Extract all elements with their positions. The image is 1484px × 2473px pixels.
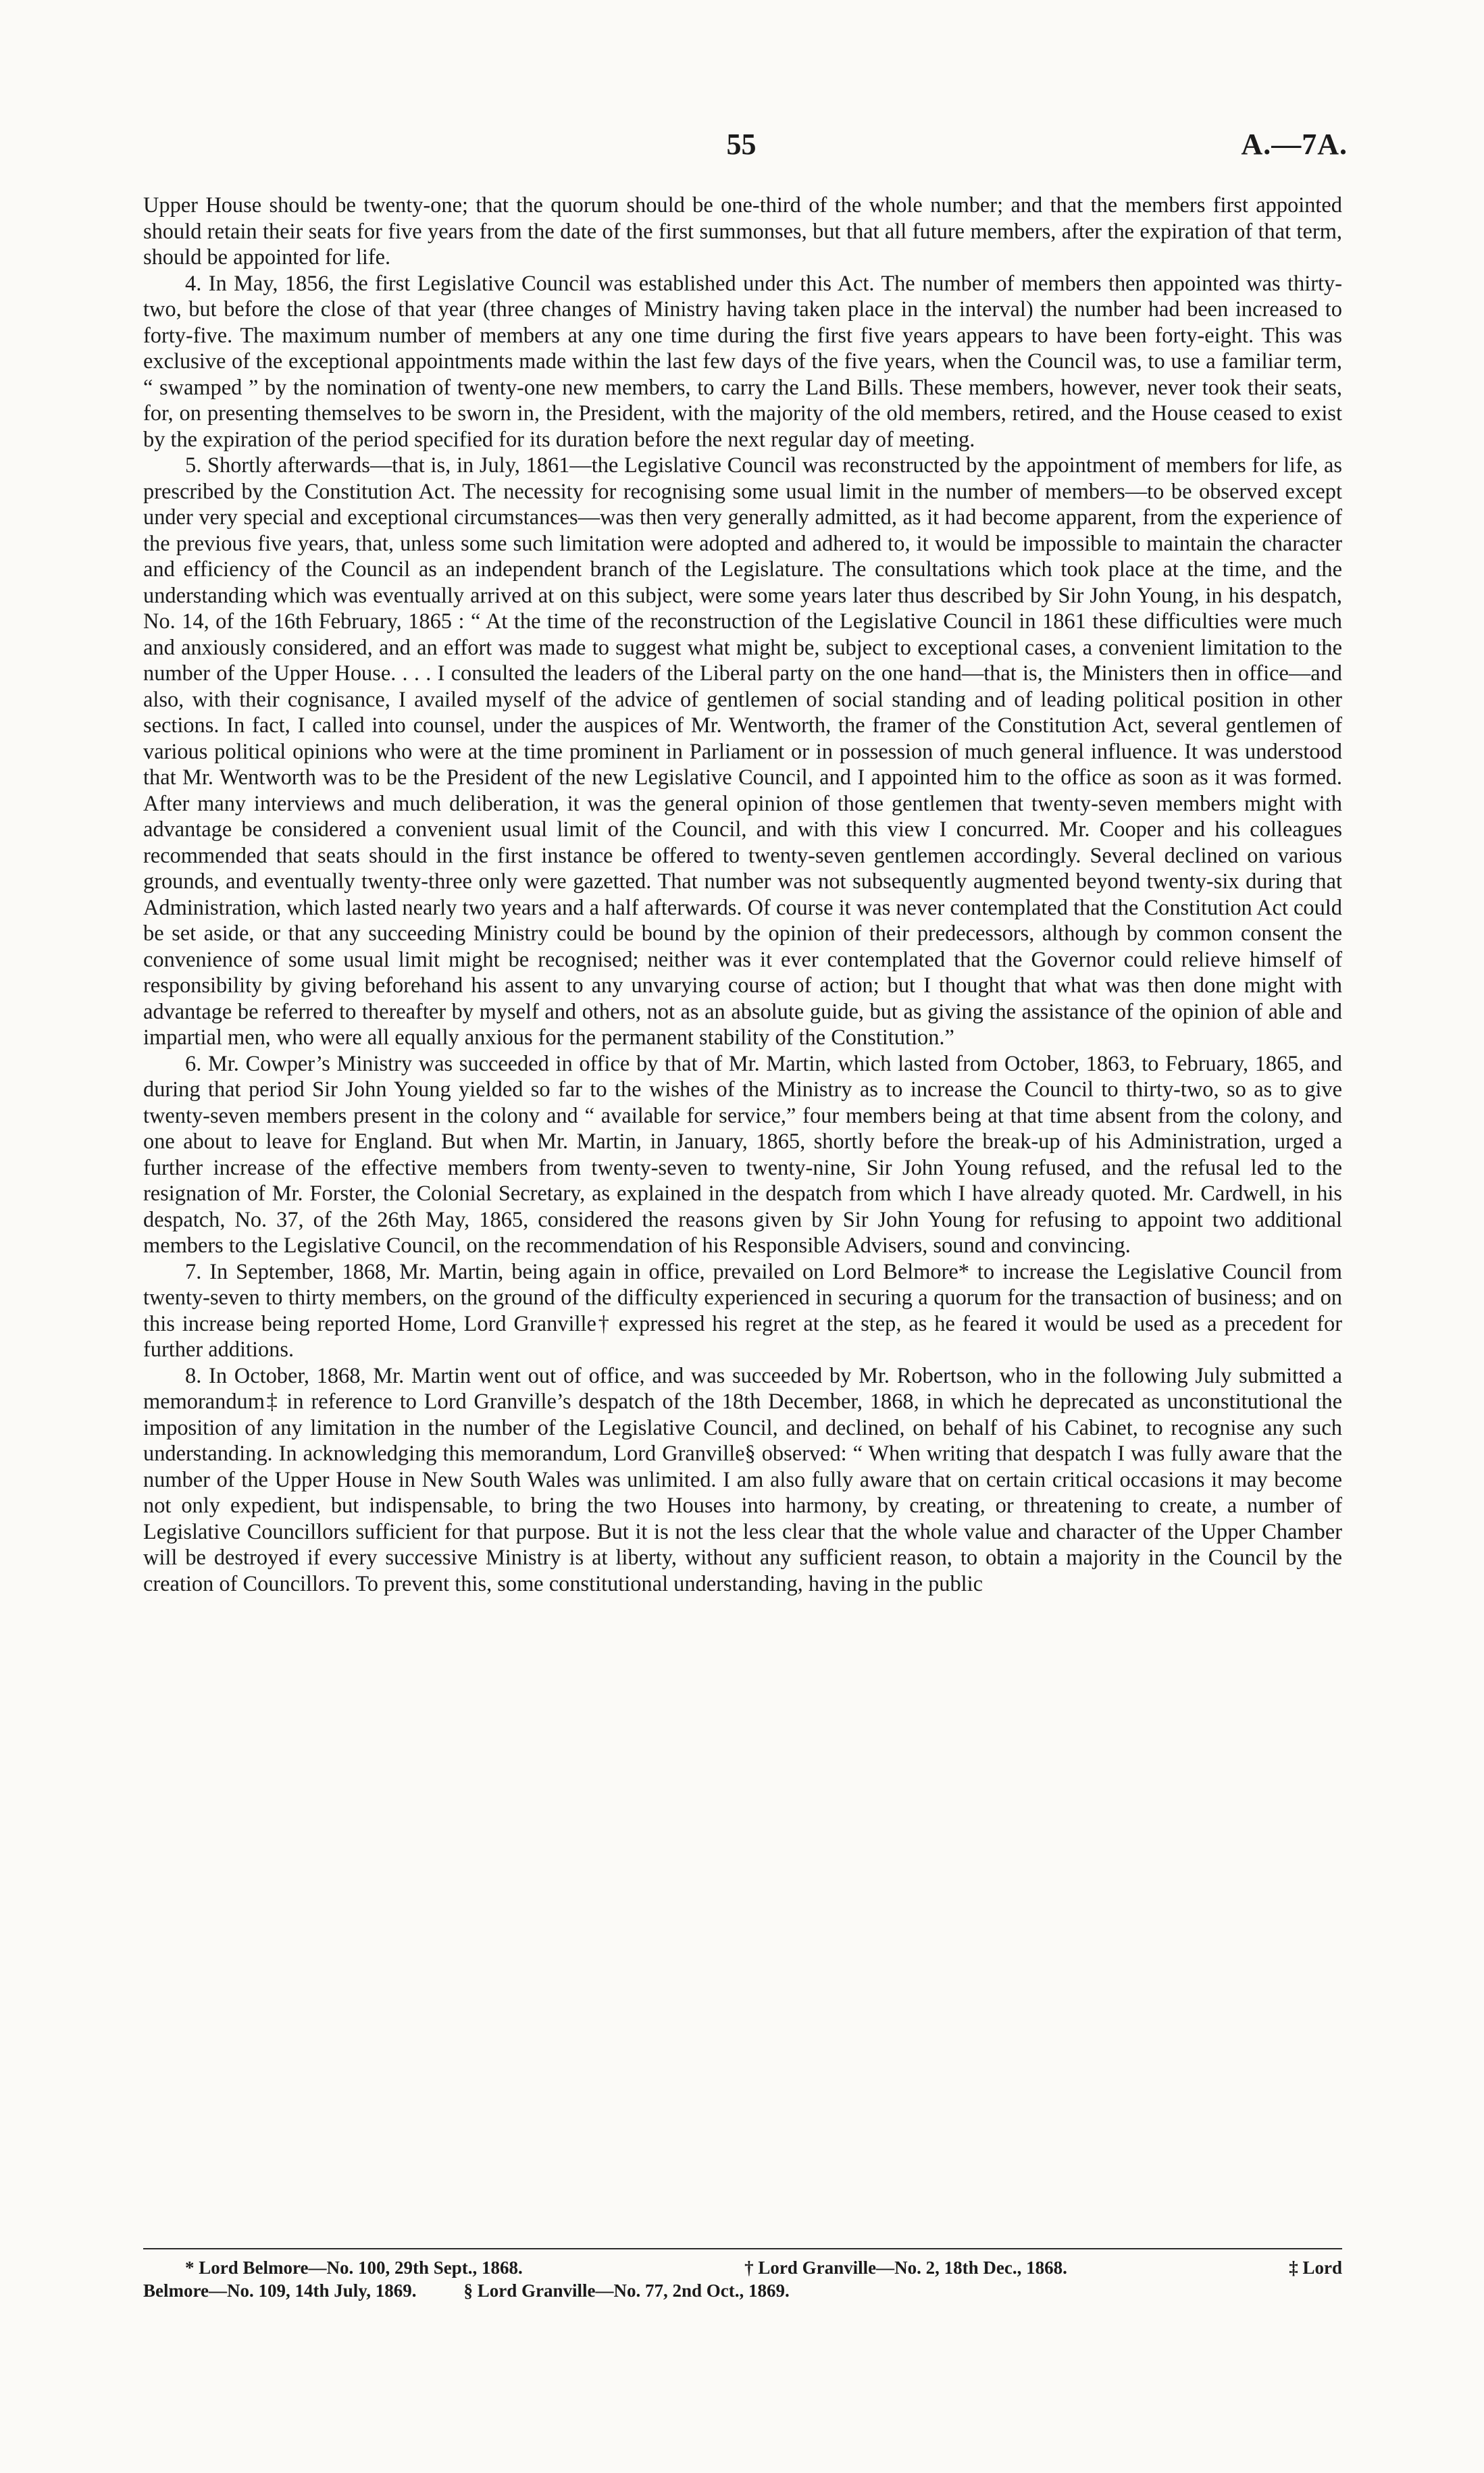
- paragraph-6: 6. Mr. Cowper’s Ministry was succeeded in office by that of Mr. Martin, which lasted from October, 1863, to February, 1865, and during that period Sir John Young yielded so far to the wishes of the Ministry as to increase the Council to thirty-two, so as to give twenty-seven members present in the colony and “ available for service,” four members being at that time absent from the colony, and one about to leave for England. But when Mr. Martin, in January, 1865, shortly before the break-up of his Administration, urged a further increase of the effective members from twenty-seven to twenty-nine, Sir John Young refused, and the refusal led to the resignation of Mr. Forster, the Colonial Secretary, as explained in the despatch from which I have already quoted. Mr. Cardwell, in his despatch, No. 37, of the 26th May, 1865, considered the reasons given by Sir John Young for refusing to appoint two additional members to the Legislative Council, on the recommendation of his Responsible Advisers, sound and convincing.: [143, 1051, 1342, 1258]
- paragraph-continuation: Upper House should be twenty-one; that the quorum should be one-third of the whole number; and that the members first appointed should retain their seats for five years from the date of the first summonses, but that all future members, after the expiration of that term, should be appointed for life.: [143, 193, 1342, 270]
- footnote-divider: [143, 2248, 1342, 2249]
- footnote-belmore-109-end: Belmore—No. 109, 14th July, 1869.: [143, 2280, 417, 2301]
- page-header: [135, 127, 1348, 168]
- paragraph-4: 4. In May, 1856, the first Legislative Council was established under this Act. The number of members then appointed was thirty-two, but before the close of that year (three changes of Ministry having taken place in the interval) the number had been increased to forty-five. The maximum number of members at any one time during the first five years appears to have been forty-eight. This was exclusive of the exceptional appointments made within the last few days of the five years, when the Council was, to use a familiar term, “ swamped ” by the nomination of twenty-one new members, to carry the Land Bills. These members, however, never took their seats, for, on presenting themselves to be sworn in, the President, with the majority of the old members, retired, and the House ceased to exist by the expiration of the period specified for its duration before the next regular day of meeting.: [143, 271, 1342, 452]
- paragraph-7: 7. In September, 1868, Mr. Martin, being again in office, prevailed on Lord Belmore* to increase the Legislative Council from twenty-seven to thirty members, on the ground of the difficulty experienced in securing a quorum for the transaction of business; and on this increase being reported Home, Lord Granville† expressed his regret at the step, as he feared it would be used as a precedent for further additions.: [143, 1259, 1342, 1362]
- footnote-belmore-109-start: ‡ Lord: [1289, 2258, 1342, 2278]
- footnote-row: [143, 2256, 1342, 2279]
- body-text: [143, 193, 1342, 1597]
- footnote-belmore-100: * Lord Belmore—No. 100, 29th Sept., 1868.: [185, 2258, 523, 2278]
- footnote-row: [143, 2279, 1342, 2302]
- document-reference: A.—7A.: [1241, 128, 1348, 161]
- paragraph-5: 5. Shortly afterwards—that is, in July, 1861—the Legislative Council was reconstructed by the appointment of members for life, as prescribed by the Constitution Act. The necessity for recognising some usual limit in the number of members—to be observed except under very special and exceptional circumstances—was then very generally admitted, as it had become apparent, from the experience of the previous five years, that, unless some such limitation were adopted and adhered to, it would be impossible to maintain the character and efficiency of the Council as an independent branch of the Legislature. The consultations which took place at the time, and the understanding which was eventually arrived at on this subject, were some years later thus described by Sir John Young, in his despatch, No. 14, of the 16th February, 1865 : “ At the time of the reconstruction of the Legislative Council in 1861 these difficulties were much and anxiously considered, and an effort was made to suggest what might be, subject to exceptional cases, a convenient limitation to the number of the Upper House. . . . I consulted the leaders of the Liberal party on the one hand—that is, the Ministers then in office—and also, with their cognisance, I availed myself of the advice of gentlemen of social standing and of leading political position in other sections. In fact, I called into counsel, under the auspices of Mr. Wentworth, the framer of the Constitution Act, several gentlemen of various political opinions who were at the time prominent in Parliament or in possession of much general influence. It was understood that Mr. Wentworth was to be the President of the new Legislative Council, and I appointed him to the office as soon as it was formed. After many interviews and much deliberation, it was the general opinion of those gentlemen that twenty-seven members might with advantage be considered a convenient usual limit of the Council, and with this view I concurred. Mr. Cooper and his colleagues recommended that seats should in the first instance be offered to twenty-seven gentlemen accordingly. Several declined on various grounds, and eventually twenty-three only were gazetted. That number was not subsequently augmented beyond twenty-six during that Administration, which lasted nearly two years and a half afterwards. Of course it was never contemplated that the Constitution Act could be set aside, or that any succeeding Ministry could be bound by the opinion of their predecessors, although by common consent the convenience of some usual limit might be recognised; neither was it ever contemplated that the Governor could relieve himself of responsibility by giving beforehand his assent to any unvarying course of action; but I thought that what was then done might with advantage be referred to thereafter by myself and others, not as an absolute guide, but as giving the assistance of the opinion of able and impartial men, who were all equally anxious for the permanent stability of the Constitution.”: [143, 453, 1342, 1050]
- paragraph-8: 8. In October, 1868, Mr. Martin went out of office, and was succeeded by Mr. Robertson, who in the following July submitted a memorandum‡ in reference to Lord Granville’s despatch of the 18th December, 1868, in which he deprecated as unconstitutional the imposition of any limitation in the number of the Legislative Council, and declined, on behalf of his Cabinet, to recognise any such understanding. In acknowledging this memorandum, Lord Granville§ observed: “ When writing that despatch I was fully aware that the number of the Upper House in New South Wales was unlimited. I am also fully aware that on certain critical occasions it may become not only expedient, but indispensable, to bring the two Houses into harmony, by creating, or threatening to create, a number of Legislative Councillors sufficient for that purpose. But it is not the less clear that the whole value and character of the Upper Chamber will be destroyed if every successive Ministry is at liberty, without any sufficient reason, to obtain a majority in the Council by the creation of Councillors. To prevent this, some constitutional understanding, having in the public: [143, 1363, 1342, 1596]
- page-number: 55: [726, 128, 757, 161]
- footnotes: [143, 2256, 1342, 2302]
- footnote-granville-2: † Lord Granville—No. 2, 18th Dec., 1868.: [744, 2258, 1067, 2278]
- footnote-granville-77: § Lord Granville—No. 77, 2nd Oct., 1869.: [463, 2280, 790, 2301]
